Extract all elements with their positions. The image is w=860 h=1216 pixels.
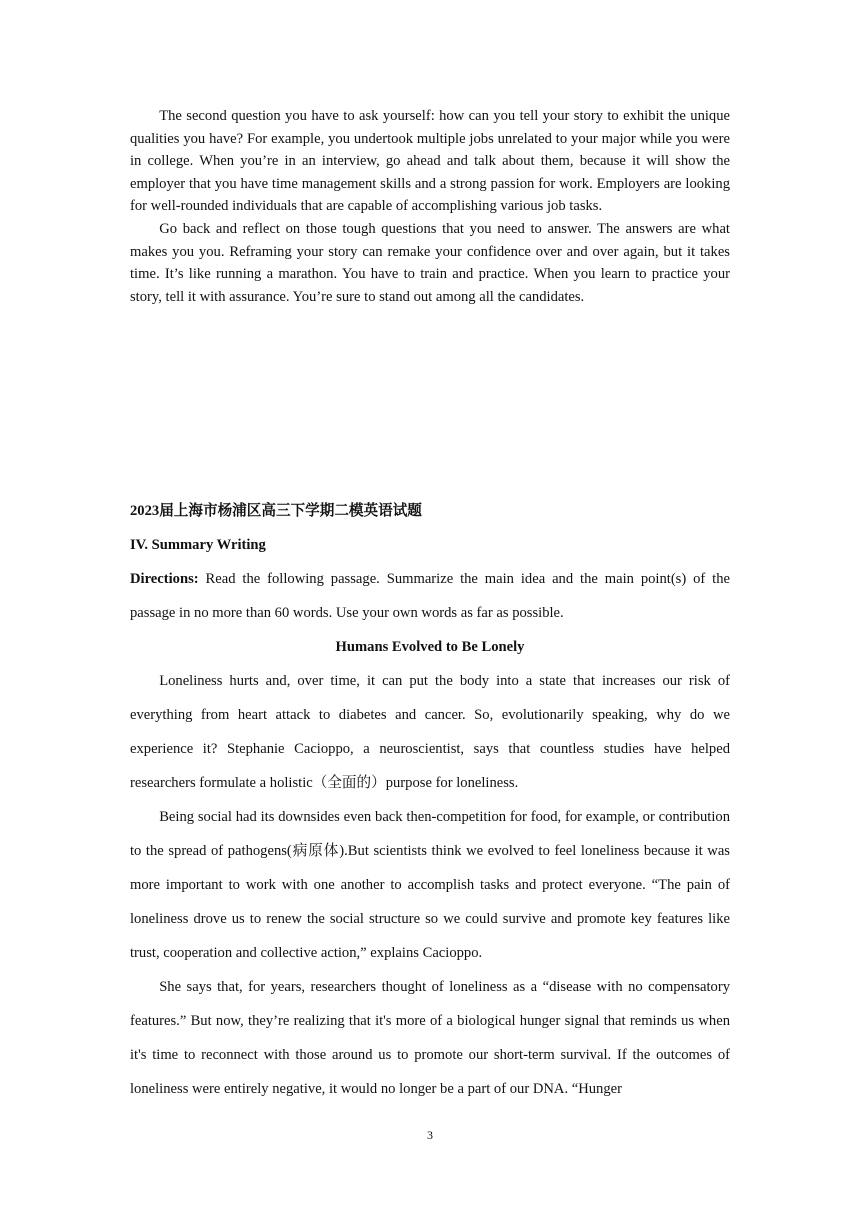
paragraph: The second question you have to ask yourself: how can you tell your story to exhibit the unique qualities you have? For example, you undertook multiple jobs unrelated to your major while you were in college. When you’re in an interview, go ahead and talk about them, because it will show the employer that you have time management skills and a strong passion for work. Employers are looking for well-rounded individuals that are capable of accomplishing various job tasks. [130,108,730,215]
paragraph: Go back and reflect on those tough questions that you need to answer. The answers are what makes you you. Reframing your story can remake your confidence over and over again, but it takes time. It’s like running a marathon. You have to train and practice. When you learn to practice your story, tell it with assurance. You’re sure to stand out among all the candidates. [130,220,730,305]
paragraph: Being social had its downsides even back then-competition for food, for example, or contribution to the spread of pathogens(病原体).But scientists think we evolved to feel loneliness because it was more important to work with one another to accomplish tasks and protect everyone. “The pain of loneliness drove us to renew the social structure so we could survive and promote key features like trust, cooperation and collective action,” explains Cacioppo. [130,809,730,961]
paragraph: She says that, for years, researchers thought of loneliness as a “disease with no compensatory features.” But now, they’re realizing that it's more of a biological hunger signal that reminds us when it's time to reconnect with those around us to promote our short-term survival. If the outcomes of loneliness were entirely negative, it would no longer be a part of our DNA. “Hunger [130,979,730,1097]
directions-label: Directions: [130,571,199,587]
paragraph: Loneliness hurts and, over time, it can put the body into a state that increases our risk of everything from heart attack to diabetes and cancer. So, evolutionarily speaking, why do we experience it? Stephanie Cacioppo, a neuroscientist, says that countless studies have helped researchers formulate a holistic（全面的）purpose for loneliness. [130,673,730,791]
exam-title: 2023届上海市杨浦区高三下学期二模英语试题 [130,503,422,519]
previous-passage-continuation [130,105,730,308]
page-number: 3 [427,1128,433,1142]
summary-writing-section [130,494,730,1106]
section-heading: IV. Summary Writing [130,537,266,553]
passage-title: Humans Evolved to Be Lonely [335,639,525,655]
directions [130,562,730,630]
directions-text: Read the following passage. Summarize the main idea and the main point(s) of the passage in no more than 60 words. Use your own words as far as possible. [130,571,730,621]
